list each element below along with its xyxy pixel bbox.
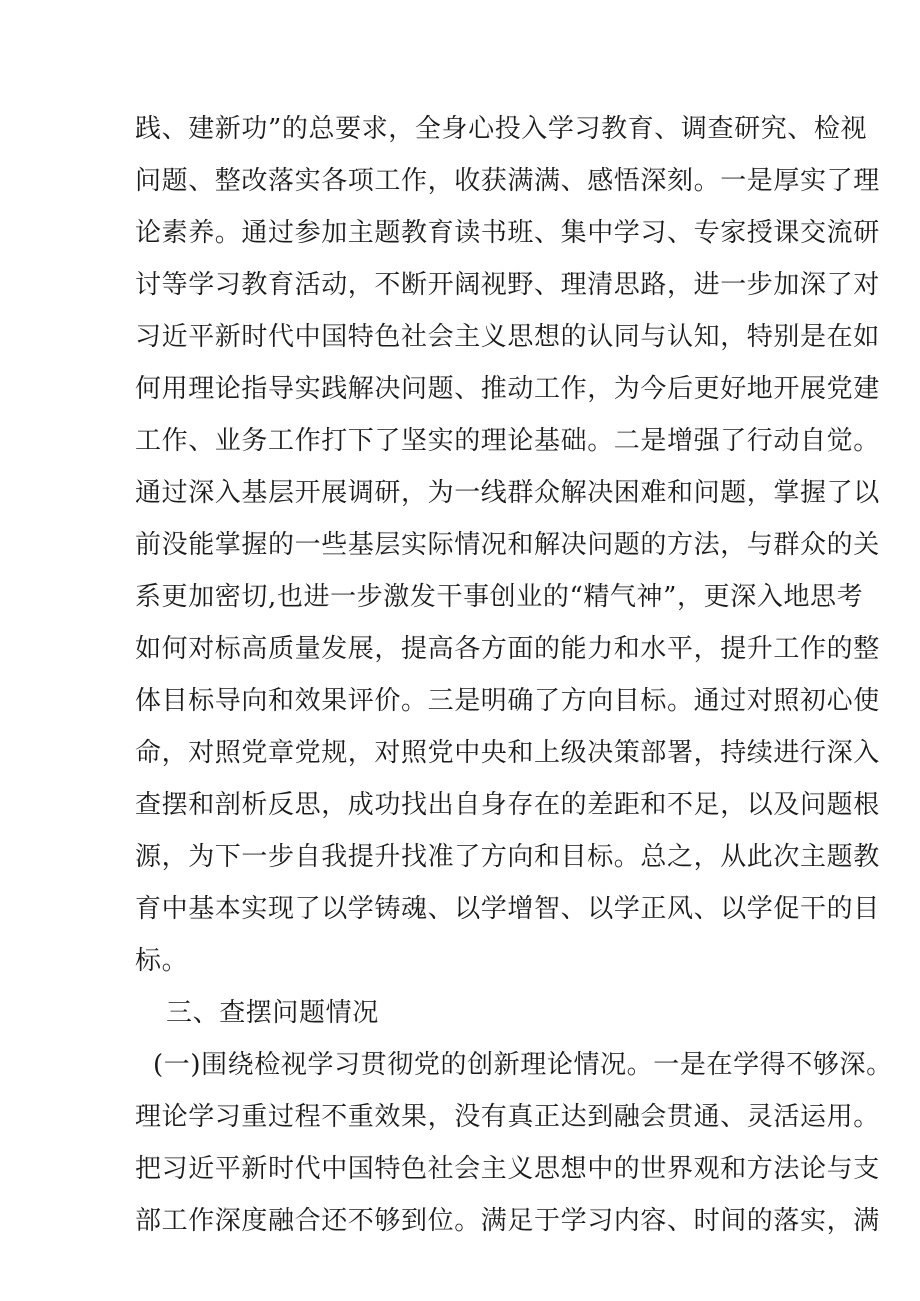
body-line: 习近平新时代中国特色社会主义思想的认同与认知，特别是在如 <box>135 322 880 352</box>
body-line: 如何对标高质量发展，提高各方面的能力和水平，提升工作的整 <box>135 634 880 664</box>
subsection-line: 部工作深度融合还不够到位。满足于学习内容、时间的落实，满 <box>135 1206 880 1236</box>
body-line: 践、建新功”的总要求，全身心投入学习教育、调查研究、检视 <box>135 114 868 144</box>
body-line: 育中基本实现了以学铸魂、以学增智、以学正风、以学促干的目 <box>135 894 880 924</box>
subsection-line: 理论学习重过程不重效果，没有真正达到融会贯通、灵活运用。 <box>135 1102 880 1132</box>
body-line: 体目标导向和效果评价。三是明确了方向目标。通过对照初心使 <box>135 686 880 716</box>
section-heading: 三、查摆问题情况 <box>166 998 379 1028</box>
body-line: 问题、整改落实各项工作，收获满满、感悟深刻。一是厚实了理 <box>135 166 880 196</box>
body-line: 命，对照党章党规，对照党中央和上级决策部署，持续进行深入 <box>135 738 880 768</box>
body-line: 查摆和剖析反思，成功找出自身存在的差距和不足，以及问题根 <box>135 790 880 820</box>
body-line: 讨等学习教育活动，不断开阔视野、理清思路，进一步加深了对 <box>135 270 880 300</box>
body-line: 系更加密切,也进一步激发干事创业的“精气神”，更深入地思考 <box>135 582 864 612</box>
subsection-line: (一)围绕检视学习贯彻党的创新理论情况。一是在学得不够深。 <box>153 1050 893 1080</box>
body-line: 何用理论指导实践解决问题、推动工作，为今后更好地开展党建 <box>135 374 880 404</box>
body-line: 标。 <box>135 946 189 976</box>
subsection-line: 把习近平新时代中国特色社会主义思想中的世界观和方法论与支 <box>135 1154 880 1184</box>
body-line: 源，为下一步自我提升找准了方向和目标。总之，从此次主题教 <box>135 842 880 872</box>
body-line: 通过深入基层开展调研，为一线群众解决困难和问题，掌握了以 <box>135 478 880 508</box>
body-line: 前没能掌握的一些基层实际情况和解决问题的方法，与群众的关 <box>135 530 880 560</box>
body-line: 工作、业务工作打下了坚实的理论基础。二是增强了行动自觉。 <box>135 426 880 456</box>
body-line: 论素养。通过参加主题教育读书班、集中学习、专家授课交流研 <box>135 218 880 248</box>
